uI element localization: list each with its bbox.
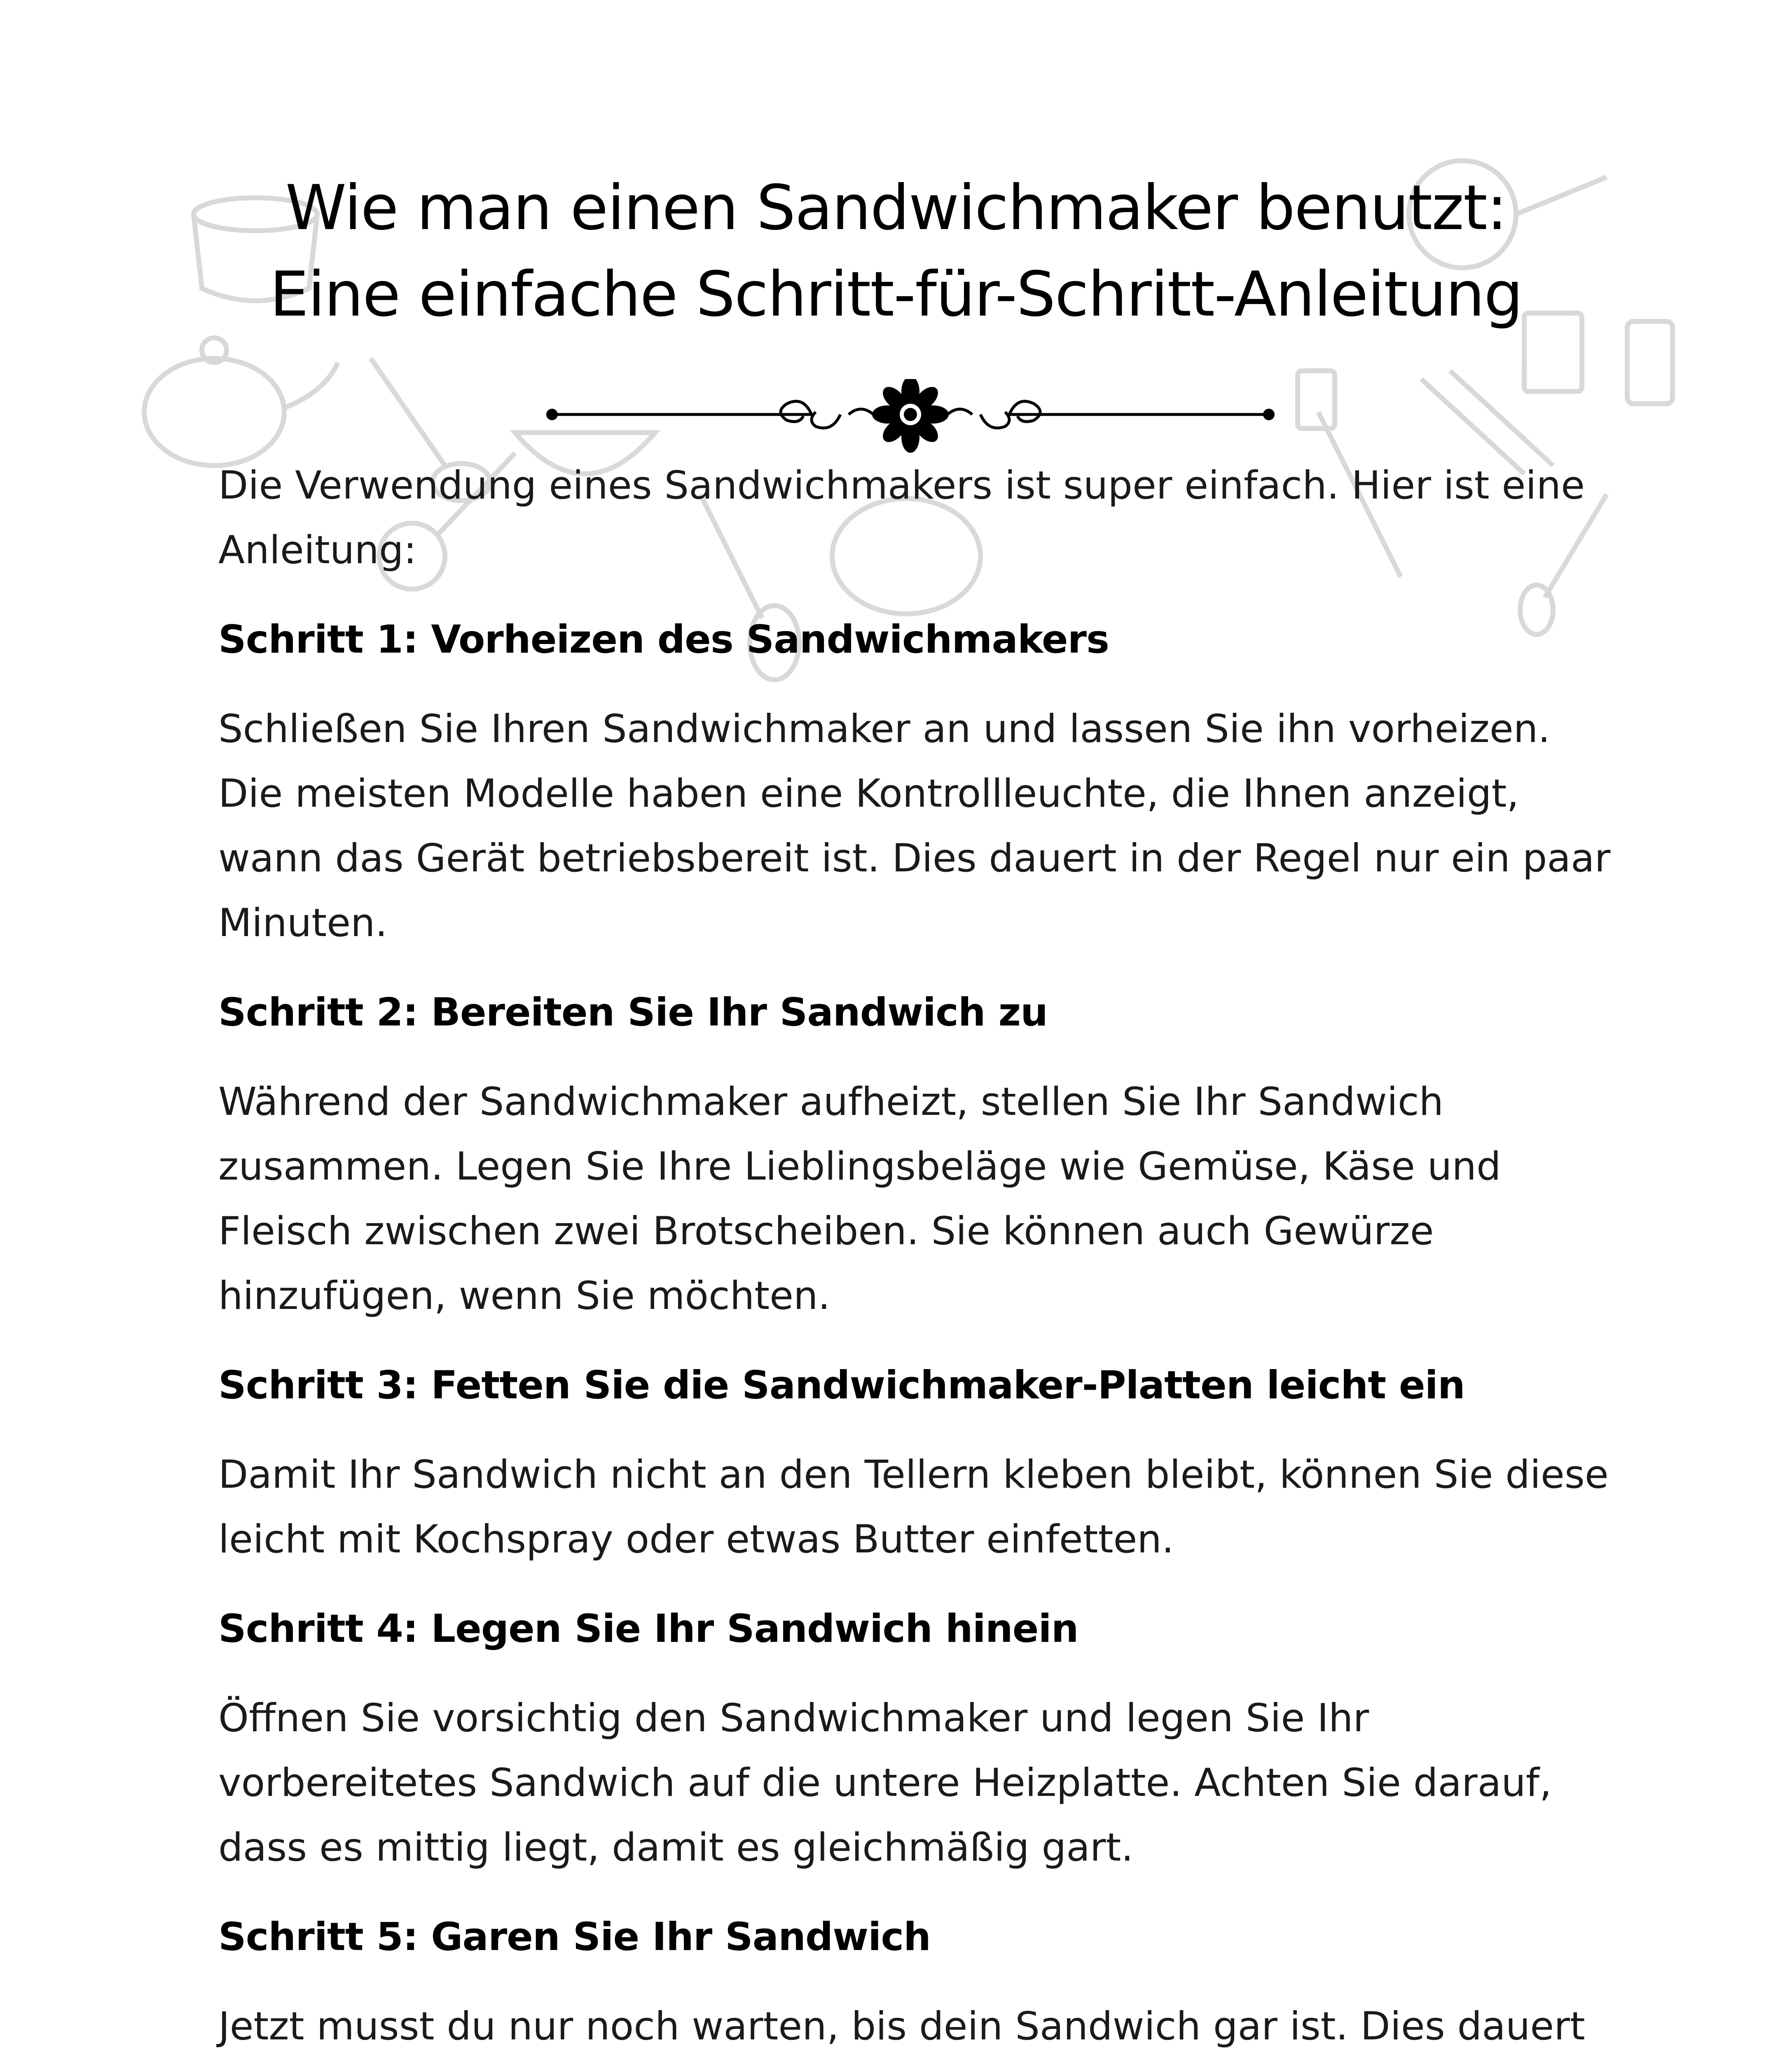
step-2-text: Während der Sandwichmaker aufheizt, stellen Sie Ihr Sandwich zusammen. Legen Sie Ihre Lieblingsbeläge wie Gemüse, Käse und Fleisch zwischen zwei Brotscheiben. Sie können auch Gewürze hinzufügen, wenn Sie möchten. <box>218 1079 1501 1318</box>
step-3-text: Damit Ihr Sandwich nicht an den Tellern kleben bleibt, können Sie diese leicht mit Kochspray oder etwas Butter einfetten. <box>218 1452 1609 1562</box>
flower-flourish-divider-icon <box>544 379 1277 453</box>
step-1-text: Schließen Sie Ihren Sandwichmaker an und lassen Sie ihn vorheizen. Die meisten Modelle haben eine Kontrollleuchte, die Ihnen anzeigt, wann das Gerät betriebsbereit ist. Dies dauert in der Regel nur ein paar Minuten. <box>218 707 1611 946</box>
step-3-heading: Schritt 3: Fetten Sie die Sandwichmaker-Platten leicht ein <box>218 1363 1465 1408</box>
title-line-2: Eine einfache Schritt-für-Schritt-Anleitung <box>269 259 1523 330</box>
step-5-heading: Schritt 5: Garen Sie Ihr Sandwich <box>218 1915 931 1959</box>
step-4-heading: Schritt 4: Legen Sie Ihr Sandwich hinein <box>218 1606 1078 1651</box>
document-body <box>218 453 1619 2060</box>
step-4-text: Öffnen Sie vorsichtig den Sandwichmaker und legen Sie Ihr vorbereitetes Sandwich auf die untere Heizplatte. Achten Sie darauf, dass es mittig liegt, damit es gleichmäßig gart. <box>218 1696 1552 1870</box>
title-line-1: Wie man einen Sandwichmaker benutzt: <box>285 172 1507 244</box>
intro-paragraph: Die Verwendung eines Sandwichmakers ist super einfach. Hier ist eine Anleitung: <box>218 463 1585 573</box>
step-1-heading: Schritt 1: Vorheizen des Sandwichmakers <box>218 617 1109 662</box>
step-2-heading: Schritt 2: Bereiten Sie Ihr Sandwich zu <box>218 990 1048 1035</box>
document-title <box>124 165 1668 338</box>
step-5-text: Jetzt musst du nur noch warten, bis dein Sandwich gar ist. Dies dauert <box>218 2004 1585 2049</box>
